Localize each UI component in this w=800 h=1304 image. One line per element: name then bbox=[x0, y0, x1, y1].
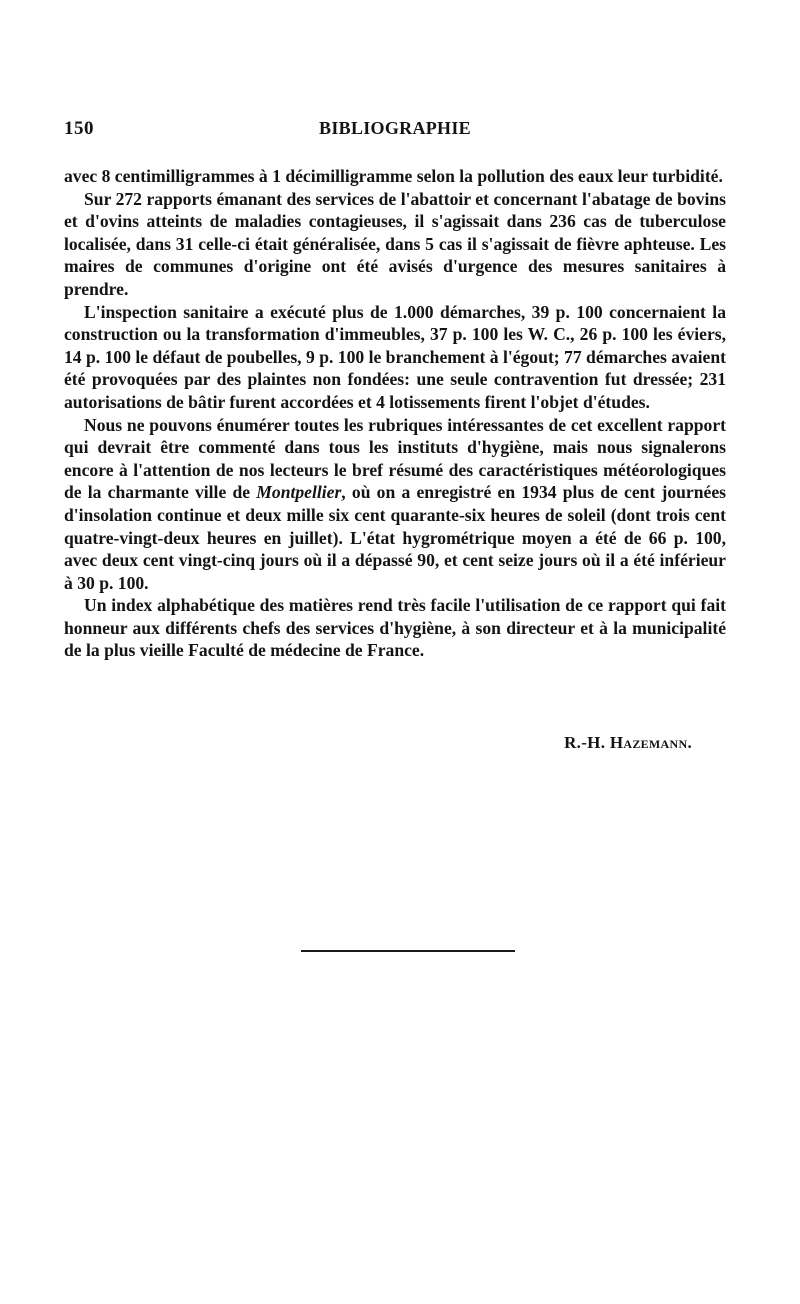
author-signature bbox=[564, 733, 692, 753]
paragraph-inspection: L'inspection sanitaire a exécuté plus de 1.000 démarches, 39 p. 100 concernaient la construction ou la transformation d'immeubles, 37 p. 100 les W. C., 26 p. 100 les éviers, 14 p. 100 le défaut de poubelles, 9 p. 100 le branchement à l'égout; 77 démarches avaient été provoquées par des plaintes non fondées: une seule contravention fut dressée; 231 autorisations de bâtir furent accordées et 4 lotissements firent l'objet d'études. bbox=[64, 301, 726, 412]
paragraph-abattoir: Sur 272 rapports émanant des services de l'abattoir et concernant l'abatage de bovins et d'ovins atteints de maladies contagieuses, il s'agissait dans 236 cas de tuberculose localisée, dans 31 celle-ci était généralisée, dans 5 cas il s'agissait de fièvre aphteuse. Les maires de communes d'origine ont été avisés d'urgence des mesures sanitaires à prendre. bbox=[64, 188, 726, 299]
author-surname: Hazemann. bbox=[609, 733, 692, 752]
page-header bbox=[64, 118, 726, 144]
section-divider bbox=[301, 950, 515, 952]
running-title: BIBLIOGRAPHIE bbox=[319, 118, 471, 138]
paragraph-continuation: avec 8 centimilligrammes à 1 décimilligramme selon la pollution des eaux leur turbidité. bbox=[64, 166, 723, 186]
author-initials: R.-H. bbox=[564, 733, 606, 752]
paragraph-index: Un index alphabétique des matières rend très facile l'utilisation de ce rapport qui fait honneur aux différents chefs des services d'hygiène, à son directeur et à la municipalité de la plus vieille Faculté de médecine de France. bbox=[64, 595, 726, 661]
place-name: Montpellier bbox=[256, 482, 342, 503]
page-number: 150 bbox=[64, 118, 94, 139]
paragraph-meteorology: Nous ne pouvons énumérer toutes les rubriques intéressantes de cet excellent rapport qui devrait être commenté dans tous les instituts d'hygiène, mais nous signalerons encore à l'attention de nos lecteurs le bref résumé des caractéristiques météorologiques de la charmante ville de Montpellier, où on a enregistré en 1934 plus de cent journées d'insolation continue et deux mille six cent quarante-six heures de soleil (dont trois cent quatre-vingt-deux heures en juillet). L'état hygrométrique moyen a été de 66 p. 100, avec deux cent vingt-cinq jours où il a dépassé 90, et cent seize jours où il a été inférieur à 30 p. 100. bbox=[64, 414, 726, 593]
body-text bbox=[64, 165, 726, 662]
